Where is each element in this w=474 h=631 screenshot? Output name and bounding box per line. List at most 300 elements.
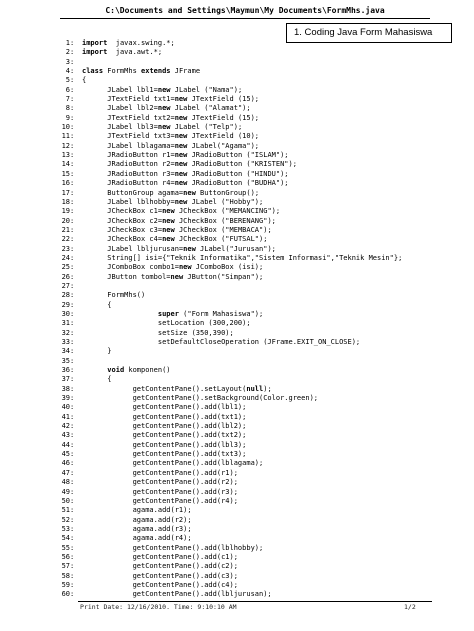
- line-number: 44: [61, 440, 70, 449]
- line-number-colon: :: [70, 85, 75, 94]
- code-token: JTextField txt3=: [82, 132, 175, 141]
- code-text: [82, 478, 452, 487]
- line-number: 45: [61, 450, 70, 459]
- line-number: 18: [61, 197, 70, 206]
- code-keyword: new: [170, 272, 184, 281]
- code-listing: [52, 39, 452, 600]
- line-number-colon: :: [70, 160, 75, 169]
- code-line: [52, 58, 452, 67]
- footer-divider: [78, 601, 432, 602]
- code-line: [52, 226, 452, 235]
- code-keyword: new: [174, 179, 188, 188]
- line-number: 6: [65, 85, 70, 94]
- code-text: [82, 497, 452, 506]
- code-token: JRadioButton r4=: [82, 179, 175, 188]
- code-keyword: new: [162, 207, 175, 216]
- line-number: 28: [61, 291, 70, 300]
- code-line: [52, 151, 452, 160]
- code-text: [82, 450, 452, 459]
- line-number-colon: :: [70, 403, 75, 412]
- line-number: 27: [61, 281, 70, 290]
- line-number-colon: :: [70, 57, 75, 66]
- file-path-header: C:\Documents and Settings\Maymun\My Documents\FormMhs.java: [105, 6, 385, 15]
- code-token: {: [82, 375, 112, 384]
- line-number: 53: [61, 524, 70, 533]
- line-number: 29: [61, 300, 70, 309]
- code-line: [52, 357, 452, 366]
- code-text: [82, 572, 452, 581]
- code-line: [52, 590, 452, 599]
- code-keyword: import: [82, 39, 108, 47]
- code-line: [52, 338, 452, 347]
- code-token: JLabel("Agama");: [187, 141, 260, 150]
- code-token: JRadioButton ("HINDU");: [187, 169, 289, 178]
- code-text: [82, 282, 452, 291]
- code-text: [82, 226, 452, 235]
- code-text: [82, 123, 452, 132]
- code-token: JRadioButton r3=: [82, 169, 175, 178]
- line-number: 11: [61, 132, 70, 141]
- code-token: getContentPane().add(txt2);: [82, 431, 247, 440]
- code-line: [52, 488, 452, 497]
- code-token: getContentPane().add(lblagama);: [82, 459, 264, 468]
- line-number-colon: :: [70, 151, 75, 160]
- line-number-colon: :: [70, 207, 75, 216]
- code-keyword: class: [82, 67, 104, 76]
- code-token: {: [82, 76, 87, 85]
- code-text: [82, 516, 452, 525]
- code-line: [52, 95, 452, 104]
- code-text: [82, 338, 452, 347]
- line-number: 60: [61, 590, 70, 599]
- code-keyword: new: [174, 113, 188, 122]
- line-number-colon: :: [70, 300, 75, 309]
- line-number-colon: :: [70, 319, 75, 328]
- line-number-colon: :: [70, 263, 75, 272]
- code-text: [82, 366, 452, 375]
- code-line: [52, 581, 452, 590]
- code-line: [52, 48, 452, 57]
- line-number: 17: [61, 188, 70, 197]
- code-token: JCheckBox c4=: [82, 235, 163, 244]
- line-number-colon: :: [70, 440, 75, 449]
- line-number: 22: [61, 235, 70, 244]
- line-number: 58: [61, 571, 70, 580]
- code-line: [52, 160, 452, 169]
- line-number-colon: :: [70, 67, 75, 76]
- code-keyword: new: [162, 235, 175, 244]
- line-number: 50: [61, 496, 70, 505]
- line-number: 33: [61, 338, 70, 346]
- line-number-colon: :: [70, 468, 75, 477]
- code-line: [52, 422, 452, 431]
- code-line: [52, 104, 452, 113]
- code-token: java.awt.*;: [107, 48, 163, 57]
- code-token: JCheckBox ("MEMANCING");: [174, 207, 281, 216]
- code-token: JTextField txt1=: [82, 95, 175, 104]
- code-text: [82, 319, 452, 328]
- code-text: [82, 95, 452, 104]
- code-token: getContentPane().setLayout(: [82, 384, 247, 393]
- code-token: getContentPane().add(r4);: [82, 496, 238, 505]
- line-number-colon: :: [70, 141, 75, 150]
- code-token: JLabel lbl3=: [82, 123, 158, 132]
- code-token: getContentPane().add(r3);: [82, 487, 238, 496]
- code-text: [82, 581, 452, 590]
- code-line: [52, 534, 452, 543]
- line-number: 2: [65, 48, 70, 57]
- line-number: 42: [61, 422, 70, 431]
- line-number: 9: [65, 113, 70, 122]
- line-number: 25: [61, 263, 70, 272]
- code-text: [82, 151, 452, 160]
- line-number: 7: [65, 95, 70, 104]
- code-token: }: [82, 347, 112, 356]
- line-number: 56: [61, 552, 70, 561]
- code-text: [82, 39, 452, 48]
- code-token: ("Form Mahasiswa");: [178, 309, 264, 318]
- line-number-colon: :: [70, 590, 75, 599]
- line-number-colon: :: [70, 571, 75, 580]
- code-token: JRadioButton ("ISLAM");: [187, 151, 289, 160]
- code-token: getContentPane().add(lbl1);: [82, 403, 247, 412]
- code-keyword: import: [82, 48, 108, 57]
- code-token: getContentPane().add(c2);: [82, 562, 238, 571]
- line-number: 59: [61, 580, 70, 589]
- line-number-colon: :: [70, 394, 75, 403]
- code-text: [82, 235, 452, 244]
- line-number-colon: :: [70, 39, 75, 47]
- code-token: FormMhs(): [82, 291, 146, 300]
- line-number-colon: :: [70, 179, 75, 188]
- code-line: [52, 478, 452, 487]
- line-number-colon: :: [70, 123, 75, 132]
- line-number-colon: :: [70, 188, 75, 197]
- code-text: [82, 48, 452, 57]
- line-number-colon: :: [70, 524, 75, 533]
- line-number-colon: :: [70, 104, 75, 113]
- code-token: ButtonGroup();: [195, 188, 260, 197]
- line-number-colon: :: [70, 197, 75, 206]
- line-number-colon: :: [70, 309, 75, 318]
- code-line: [52, 254, 452, 263]
- code-line: [52, 301, 452, 310]
- code-keyword: new: [174, 132, 188, 141]
- code-token: JCheckBox c1=: [82, 207, 163, 216]
- code-token: komponen(): [124, 366, 171, 375]
- code-line: [52, 86, 452, 95]
- line-number-colon: :: [70, 450, 75, 459]
- line-number-colon: :: [70, 338, 75, 346]
- code-token: setSize (350,390);: [82, 328, 234, 337]
- line-number: 52: [61, 515, 70, 524]
- line-number: 16: [61, 179, 70, 188]
- line-number-colon: :: [70, 534, 75, 543]
- line-number: 3: [65, 57, 70, 66]
- line-number: 41: [61, 412, 70, 421]
- code-token: JCheckBox ("FUTSAL");: [174, 235, 268, 244]
- code-text: [82, 525, 452, 534]
- code-line: [52, 469, 452, 478]
- code-text: [82, 553, 452, 562]
- code-keyword: new: [162, 216, 175, 225]
- code-text: [82, 385, 452, 394]
- code-text: [82, 67, 452, 76]
- line-number: 35: [61, 356, 70, 365]
- line-number-colon: :: [70, 412, 75, 421]
- code-text: [82, 357, 452, 366]
- code-keyword: new: [183, 244, 196, 253]
- code-text: [82, 86, 452, 95]
- code-keyword: new: [174, 160, 188, 169]
- line-number: 12: [61, 141, 70, 150]
- code-line: [52, 450, 452, 459]
- code-token: javax.swing.*;: [107, 39, 175, 47]
- code-text: [82, 207, 452, 216]
- code-keyword: new: [174, 141, 188, 150]
- line-number-colon: :: [70, 543, 75, 552]
- code-line: [52, 385, 452, 394]
- code-keyword: new: [157, 85, 171, 94]
- line-number-colon: :: [70, 562, 75, 571]
- code-line: [52, 525, 452, 534]
- code-text: [82, 170, 452, 179]
- code-token: {: [82, 300, 112, 309]
- code-line: [52, 572, 452, 581]
- code-token: getContentPane().add(lbl3);: [82, 440, 247, 449]
- code-token: JTextField (10);: [187, 132, 260, 141]
- code-keyword: new: [174, 197, 188, 206]
- code-text: [82, 562, 452, 571]
- code-token: JRadioButton ("KRISTEN");: [187, 160, 297, 169]
- code-token: JLabel ("Telp");: [170, 123, 243, 132]
- code-text: [82, 431, 452, 440]
- code-token: setDefaultCloseOperation (JFrame.EXIT_ON_CLOSE);: [82, 338, 361, 346]
- code-line: [52, 319, 452, 328]
- code-keyword: new: [157, 104, 171, 113]
- line-number: 57: [61, 562, 70, 571]
- code-text: [82, 132, 452, 141]
- code-token: JComboBox (isi);: [191, 263, 264, 272]
- code-token: JLabel("Jurusan");: [195, 244, 276, 253]
- code-text: [82, 198, 452, 207]
- code-token: getContentPane().add(r2);: [82, 478, 238, 487]
- code-line: [52, 544, 452, 553]
- code-token: getContentPane().add(txt1);: [82, 412, 247, 421]
- code-token: JLabel ("Alamat");: [170, 104, 251, 113]
- code-line: [52, 497, 452, 506]
- line-number: 55: [61, 543, 70, 552]
- line-number: 4: [65, 67, 70, 76]
- code-token: FormMhs: [103, 67, 142, 76]
- line-number: 47: [61, 468, 70, 477]
- code-text: [82, 58, 452, 67]
- code-line: [52, 132, 452, 141]
- code-token: getContentPane().add(c3);: [82, 571, 238, 580]
- line-number-colon: :: [70, 478, 75, 487]
- line-number: 34: [61, 347, 70, 356]
- line-number: 26: [61, 272, 70, 281]
- code-text: [82, 441, 452, 450]
- code-token: getContentPane().add(lblhobby);: [82, 543, 264, 552]
- code-token: getContentPane().add(lbl2);: [82, 422, 247, 431]
- line-number-colon: :: [70, 328, 75, 337]
- line-number: 51: [61, 506, 70, 515]
- code-token: JLabel lbl1=: [82, 85, 158, 94]
- code-text: [82, 488, 452, 497]
- line-number-colon: :: [70, 375, 75, 384]
- line-number-colon: :: [70, 169, 75, 178]
- line-number: 10: [61, 123, 70, 132]
- line-number-colon: :: [70, 132, 75, 141]
- line-number-colon: :: [70, 272, 75, 281]
- line-number-colon: :: [70, 48, 75, 57]
- code-text: [82, 459, 452, 468]
- code-token: getContentPane().add(c4);: [82, 580, 238, 589]
- code-line: [52, 123, 452, 132]
- line-number: 31: [61, 319, 70, 328]
- code-keyword: new: [174, 95, 188, 104]
- code-text: [82, 534, 452, 543]
- print-date: Print Date: 12/16/2010. Time: 9:10:10 AM: [80, 603, 237, 611]
- code-line: [52, 291, 452, 300]
- code-line: [52, 198, 452, 207]
- code-keyword: null: [246, 384, 264, 393]
- code-token: JTextField txt2=: [82, 113, 175, 122]
- code-token: JTextField (15);: [187, 113, 260, 122]
- code-token: JButton("Simpan");: [183, 272, 264, 281]
- code-line: [52, 39, 452, 48]
- code-keyword: new: [174, 151, 188, 160]
- code-token: getContentPane().add(r1);: [82, 468, 238, 477]
- line-number-colon: :: [70, 291, 75, 300]
- code-line: [52, 413, 452, 422]
- code-token: JRadioButton r2=: [82, 160, 175, 169]
- code-line: [52, 273, 452, 282]
- code-token: [82, 310, 158, 318]
- code-line: [52, 403, 452, 412]
- code-text: [82, 263, 452, 272]
- code-line: [52, 516, 452, 525]
- code-text: [82, 310, 452, 319]
- line-number-colon: :: [70, 431, 75, 440]
- line-number: 49: [61, 487, 70, 496]
- code-token: JLabel lbl2=: [82, 104, 158, 113]
- code-text: [82, 590, 452, 599]
- code-text: [82, 329, 452, 338]
- line-number-colon: :: [70, 253, 75, 262]
- line-number: 20: [61, 216, 70, 225]
- code-text: [82, 245, 452, 254]
- line-number-colon: :: [70, 515, 75, 524]
- line-number: 8: [65, 104, 70, 113]
- code-keyword: new: [178, 263, 192, 272]
- code-text: [82, 422, 452, 431]
- line-number-colon: :: [70, 422, 75, 431]
- line-number: 46: [61, 459, 70, 468]
- line-number-colon: :: [70, 76, 75, 85]
- code-text: [82, 375, 452, 384]
- code-line: [52, 142, 452, 151]
- code-line: [52, 366, 452, 375]
- line-number-colon: :: [70, 459, 75, 468]
- code-token: JRadioButton r1=: [82, 151, 175, 160]
- line-number-colon: :: [70, 281, 75, 290]
- code-text: [82, 403, 452, 412]
- code-text: [82, 189, 452, 198]
- line-number: 1: [65, 39, 70, 47]
- code-keyword: new: [157, 123, 171, 132]
- code-token: getContentPane().add(c1);: [82, 552, 238, 561]
- code-line: [52, 189, 452, 198]
- code-text: [82, 273, 452, 282]
- code-token: setLocation (300,200);: [82, 319, 251, 328]
- line-number: 13: [61, 151, 70, 160]
- code-token: JLabel ("Nama");: [170, 85, 243, 94]
- line-number: 48: [61, 478, 70, 487]
- code-token: JFrame: [170, 67, 201, 76]
- code-text: [82, 104, 452, 113]
- line-number: 14: [61, 160, 70, 169]
- line-number: 15: [61, 169, 70, 178]
- code-text: [82, 217, 452, 226]
- line-number: 5: [65, 76, 70, 85]
- code-token: JLabel lblhobby=: [82, 197, 175, 206]
- code-keyword: void: [107, 366, 125, 375]
- line-number-colon: :: [70, 235, 75, 244]
- code-text: [82, 544, 452, 553]
- line-number: 36: [61, 366, 70, 375]
- code-token: JRadioButton ("BUDHA");: [187, 179, 289, 188]
- code-text: [82, 291, 452, 300]
- code-line: [52, 459, 452, 468]
- code-token: JComboBox combo1=: [82, 263, 179, 272]
- header-divider: [60, 18, 430, 19]
- code-line: [52, 217, 452, 226]
- code-line: [52, 170, 452, 179]
- code-token: JLabel lbljurusan=: [82, 244, 184, 253]
- code-line: [52, 282, 452, 291]
- code-line: [52, 263, 452, 272]
- code-token: ButtonGroup agama=: [82, 188, 184, 197]
- code-token: JCheckBox ("BERENANG");: [174, 216, 276, 225]
- line-number: 19: [61, 207, 70, 216]
- code-token: JButton tombol=: [82, 272, 171, 281]
- code-text: [82, 394, 452, 403]
- line-number-colon: :: [70, 347, 75, 356]
- code-token: JLabel lblagama=: [82, 141, 175, 150]
- line-number-colon: :: [70, 216, 75, 225]
- line-number-colon: :: [70, 366, 75, 375]
- code-line: [52, 245, 452, 254]
- line-number-colon: :: [70, 487, 75, 496]
- code-token: JCheckBox c3=: [82, 225, 163, 234]
- line-number: 38: [61, 384, 70, 393]
- code-line: [52, 562, 452, 571]
- code-token: agama.add(r4);: [82, 534, 192, 543]
- code-line: [52, 375, 452, 384]
- code-line: [52, 179, 452, 188]
- code-keyword: new: [183, 188, 196, 197]
- code-token: JLabel ("Hobby");: [187, 197, 264, 206]
- code-line: [52, 553, 452, 562]
- code-text: [82, 469, 452, 478]
- line-number: 32: [61, 328, 70, 337]
- line-number: 37: [61, 375, 70, 384]
- code-text: [82, 254, 452, 263]
- code-keyword: extends: [141, 67, 171, 76]
- code-keyword: new: [162, 225, 175, 234]
